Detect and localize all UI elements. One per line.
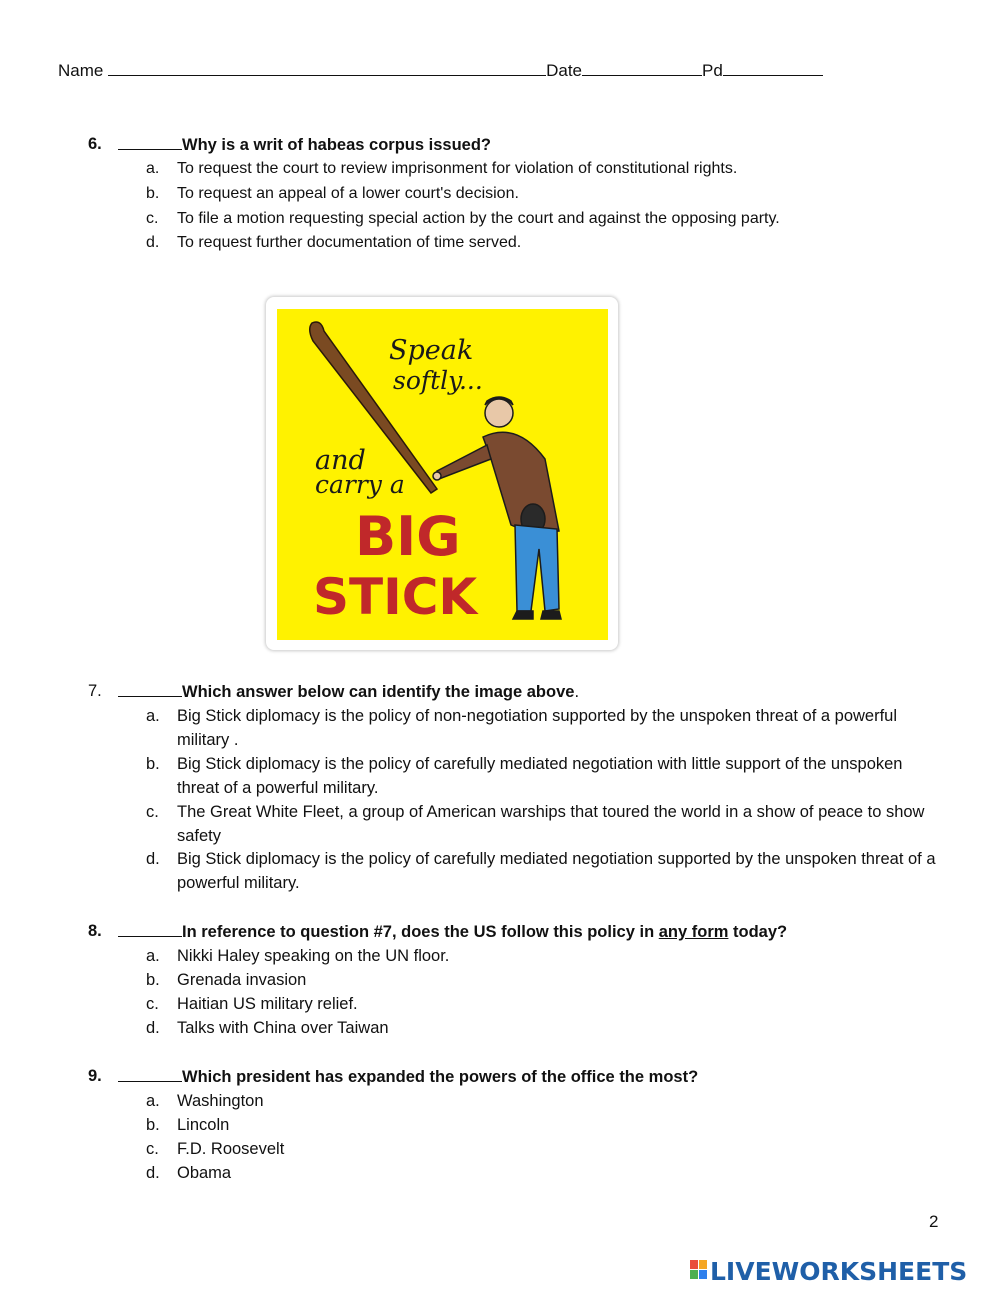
option-8d [146,1016,936,1040]
question-8-text-end: today? [728,923,788,941]
poster-line-carry: carry a [315,470,405,499]
option-6a [146,157,936,181]
option-label: b. [146,185,160,202]
option-8c [146,992,936,1016]
period-label: Pd [702,61,723,80]
poster-line-and: and [315,445,366,476]
question-8-emphasis: any form [658,923,729,941]
poster-line-stick: STICK [313,568,478,626]
option-text: Haitian US military relief. [177,995,358,1013]
poster-line-speak: Speak [389,335,474,366]
option-label: b. [146,1116,160,1134]
option-6b [146,182,936,206]
big-stick-poster [277,309,608,640]
option-label: a. [146,160,160,177]
option-label: b. [146,971,160,989]
option-text: Big Stick diplomacy is the policy of carefully mediated negotiation with little support of the unspoken threat of a powerful military. [177,755,903,797]
option-label: a. [146,947,160,965]
option-7d [146,847,936,895]
option-label: d. [146,234,160,251]
option-7a [146,704,936,752]
name-label: Name [58,61,104,80]
option-label: b. [146,755,160,773]
option-label: c. [146,210,159,227]
question-9-text: Which president has expanded the powers of the office the most? [182,1068,699,1086]
answer-blank-7[interactable] [118,680,182,697]
option-label: a. [146,707,160,725]
option-text: To file a motion requesting special action by the court and against the opposing party. [177,210,780,227]
option-text: To request further documentation of time served. [177,234,522,251]
period-blank[interactable] [723,58,823,76]
question-6-prompt [118,133,491,156]
poster-line-big: BIG [355,505,461,568]
option-text: To request an appeal of a lower court's decision. [177,185,519,202]
option-9b [146,1113,936,1137]
option-text: F.D. Roosevelt [177,1140,285,1158]
option-label: c. [146,995,159,1013]
poster-line-softly: softly... [393,366,483,395]
option-text: The Great White Fleet, a group of American warships that toured the world in a show of peace to show safety [177,803,925,845]
option-8b [146,968,936,992]
question-8-prompt [118,920,787,943]
question-8-text: In reference to question #7, does the US follow this policy in [182,923,659,941]
option-9d [146,1161,936,1185]
name-blank[interactable] [108,58,546,76]
option-9a [146,1089,936,1113]
option-7c [146,800,936,848]
student-info-header [58,58,823,82]
option-text: Big Stick diplomacy is the policy of carefully mediated negotiation supported by the unspoken threat of a powerful military. [177,850,936,892]
option-text: Talks with China over Taiwan [177,1019,389,1037]
question-9-prompt [118,1065,698,1088]
option-text: Washington [177,1092,264,1110]
option-label: c. [146,803,159,821]
option-9c [146,1137,936,1161]
question-7-prompt [118,680,579,703]
option-text: Obama [177,1164,232,1182]
answer-blank-8[interactable] [118,920,182,937]
option-text: Lincoln [177,1116,230,1134]
option-8a [146,944,936,968]
option-7b [146,752,936,800]
option-text: To request the court to review imprisonment for violation of constitutional rights. [177,160,738,177]
brand-name: LIVEWORKSHEETS [710,1257,968,1286]
option-text: Big Stick diplomacy is the policy of non-negotiation supported by the unspoken threat of a powerful military . [177,707,898,749]
question-9-number: 9. [88,1067,102,1085]
option-label: a. [146,1092,160,1110]
liveworksheets-logo [688,1254,990,1286]
question-6-number: 6. [88,135,102,153]
question-7-suffix: . [574,683,580,701]
date-label: Date [546,61,583,80]
question-7-number: 7. [88,682,102,700]
option-label: c. [146,1140,159,1158]
liveworksheets-blocks-icon [690,1260,707,1279]
option-6c [146,207,936,231]
option-text: Nikki Haley speaking on the UN floor. [177,947,450,965]
question-8-number: 8. [88,922,102,940]
answer-blank-9[interactable] [118,1065,182,1082]
page-number: 2 [929,1212,939,1231]
option-label: d. [146,850,160,868]
option-label: d. [146,1164,160,1182]
date-blank[interactable] [582,58,702,76]
option-label: d. [146,1019,160,1037]
question-7-text: Which answer below can identify the image above [182,683,575,701]
option-text: Grenada invasion [177,971,307,989]
answer-blank-6[interactable] [118,133,182,150]
option-6d [146,231,936,255]
question-6-text: Why is a writ of habeas corpus issued? [182,136,491,154]
